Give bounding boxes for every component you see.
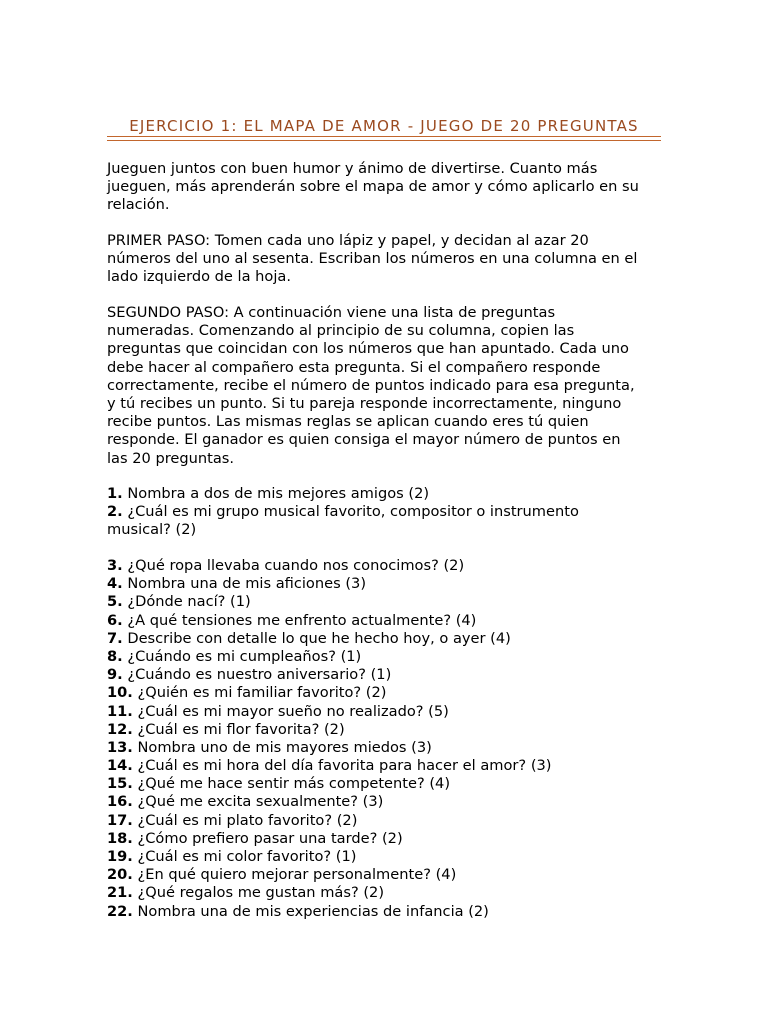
- question-number: 20.: [107, 866, 133, 884]
- question-number: 4.: [107, 575, 123, 593]
- question-number: 19.: [107, 848, 133, 865]
- question-text: ¿Cuál es mi plato favorito? (2): [132, 811, 358, 829]
- question-list-b: [107, 557, 667, 921]
- question-text: ¿Cuál es mi grupo musical favorito, compositor o instrumento: [122, 503, 579, 521]
- question-number: 7.: [107, 629, 123, 647]
- question-item: [107, 903, 667, 921]
- step1-line: lado izquierdo de la hoja.: [107, 268, 291, 286]
- question-number: 8.: [107, 647, 123, 665]
- question-number: 1.: [107, 485, 123, 502]
- question-text: Nombra a dos de mis mejores amigos (2): [122, 485, 430, 502]
- question-item: [107, 666, 667, 684]
- question-text: Nombra una de mis experiencias de infancia (2): [132, 902, 489, 920]
- question-number: 18.: [107, 829, 133, 847]
- question-number: 13.: [107, 738, 133, 756]
- question-item: [107, 866, 667, 884]
- question-text: ¿Quién es mi familiar favorito? (2): [132, 684, 387, 702]
- question-item: [107, 848, 667, 866]
- question-item: [107, 503, 667, 521]
- question-number: 15.: [107, 775, 133, 793]
- question-continuation: musical? (2): [107, 521, 197, 539]
- intro-line: jueguen, más aprenderán sobre el mapa de amor y cómo aplicarlo en su: [107, 178, 639, 196]
- step2-line: debe hacer al compañero esta pregunta. Si el compañero responde: [107, 358, 601, 376]
- question-number: 6.: [107, 611, 123, 629]
- question-number: 14.: [107, 757, 133, 775]
- question-item: [107, 630, 667, 648]
- question-text: ¿Qué me excita sexualmente? (3): [132, 793, 384, 811]
- question-text: ¿Cuál es mi flor favorita? (2): [132, 720, 345, 738]
- question-number: 17.: [107, 811, 133, 829]
- question-text: Describe con detalle lo que he hecho hoy, o ayer (4): [122, 629, 511, 647]
- step2-line: las 20 preguntas.: [107, 449, 235, 467]
- question-text: Nombra una de mis aficiones (3): [122, 575, 367, 593]
- step2-line: preguntas que coincidan con los números que han apuntado. Cada uno: [107, 340, 629, 358]
- question-number: 12.: [107, 720, 133, 738]
- question-item: [107, 703, 667, 721]
- question-number: 11.: [107, 702, 133, 720]
- step2-line: responde. El ganador es quien consiga el mayor número de puntos en: [107, 431, 621, 449]
- question-text: ¿Cuándo es nuestro aniversario? (1): [122, 666, 392, 684]
- question-number: 22.: [107, 902, 133, 920]
- question-text: ¿Dónde nací? (1): [122, 593, 251, 611]
- question-number: 3.: [107, 557, 123, 574]
- question-number: 21.: [107, 884, 133, 902]
- question-item: [107, 485, 667, 503]
- question-item: [107, 830, 667, 848]
- question-item: [107, 884, 667, 902]
- question-text: ¿Qué me hace sentir más competente? (4): [132, 775, 451, 793]
- step2-paragraph: [107, 304, 667, 468]
- question-item: [107, 793, 667, 811]
- step2-line: numeradas. Comenzando al principio de su columna, copien las: [107, 322, 575, 340]
- title-rule-bottom: [107, 140, 661, 141]
- step1-line: PRIMER PASO: Tomen cada uno lápiz y papel, y decidan al azar 20: [107, 232, 589, 249]
- question-text: ¿Cómo prefiero pasar una tarde? (2): [132, 829, 403, 847]
- page-title: EJERCICIO 1: EL MAPA DE AMOR - JUEGO DE 20 PREGUNTAS: [129, 117, 639, 135]
- question-item: [107, 775, 667, 793]
- question-text: ¿Qué ropa llevaba cuando nos conocimos? (2): [122, 557, 465, 574]
- intro-paragraph: [107, 160, 667, 215]
- question-text: ¿Qué regalos me gustan más? (2): [132, 884, 385, 902]
- step1-paragraph: [107, 232, 667, 287]
- step1-line: números del uno al sesenta. Escriban los números en una columna en el: [107, 250, 638, 268]
- step2-line: y tú recibes un punto. Si tu pareja responde incorrectamente, ninguno: [107, 394, 622, 412]
- question-list-a: [107, 485, 667, 540]
- question-item: [107, 721, 667, 739]
- question-number: 16.: [107, 793, 133, 811]
- intro-line: Jueguen juntos con buen humor y ánimo de divertirse. Cuanto más: [107, 160, 598, 177]
- question-item: [107, 612, 667, 630]
- question-item: [107, 739, 667, 757]
- question-number: 10.: [107, 684, 133, 702]
- question-item: [107, 757, 667, 775]
- question-number: 9.: [107, 666, 123, 684]
- question-item: [107, 684, 667, 702]
- question-item: [107, 648, 667, 666]
- question-text: ¿Cuál es mi mayor sueño no realizado? (5): [132, 702, 449, 720]
- question-number: 5.: [107, 593, 123, 611]
- question-text: Nombra uno de mis mayores miedos (3): [132, 738, 432, 756]
- question-item: [107, 812, 667, 830]
- step2-line: recibe puntos. Las mismas reglas se aplican cuando eres tú quien: [107, 413, 589, 431]
- title-rule-top: [107, 136, 661, 137]
- step2-line: SEGUNDO PASO: A continuación viene una lista de preguntas: [107, 304, 556, 321]
- question-item: [107, 593, 667, 611]
- question-text: ¿En qué quiero mejorar personalmente? (4): [132, 866, 457, 884]
- question-text: ¿Cuándo es mi cumpleaños? (1): [122, 647, 362, 665]
- question-number: 2.: [107, 503, 123, 521]
- question-item: [107, 575, 667, 593]
- question-text: ¿Cuál es mi color favorito? (1): [132, 848, 357, 865]
- question-text: ¿A qué tensiones me enfrento actualmente? (4): [122, 611, 477, 629]
- question-item: [107, 557, 667, 575]
- intro-line: relación.: [107, 196, 170, 214]
- question-text: ¿Cuál es mi hora del día favorita para hacer el amor? (3): [132, 757, 552, 775]
- step2-line: correctamente, recibe el número de puntos indicado para esa pregunta,: [107, 376, 635, 394]
